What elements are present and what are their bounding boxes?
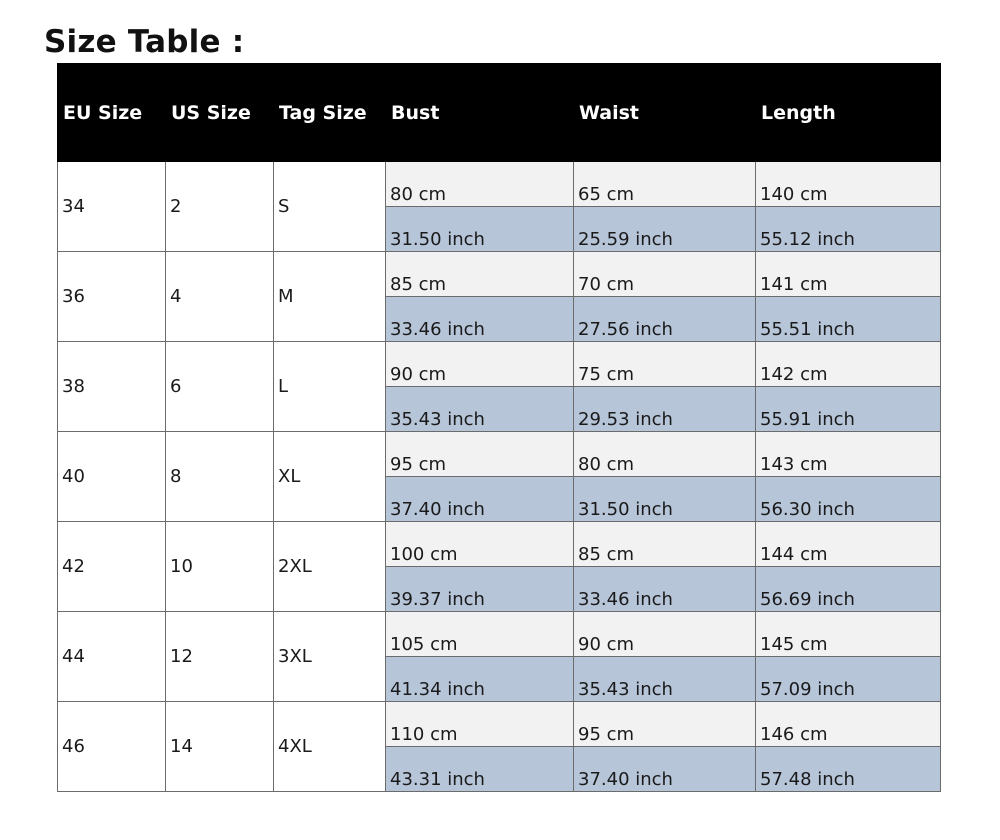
length-cm-cell: 141 cm [756,252,941,297]
eu-size-cell: 36 [58,252,166,342]
bust-cm-cell: 105 cm [386,612,574,657]
header-row [58,64,941,162]
bust-inch-cell: 37.40 inch [386,477,574,522]
us-size-cell: 2 [166,162,274,252]
waist-inch-cell: 37.40 inch [574,747,756,792]
header-waist: Waist [574,64,756,162]
bust-inch-cell: 39.37 inch [386,567,574,612]
waist-inch-cell: 29.53 inch [574,387,756,432]
tag-size-cell: 4XL [274,702,386,792]
eu-size-cell: 40 [58,432,166,522]
bust-inch-cell: 43.31 inch [386,747,574,792]
tag-size-cell: 3XL [274,612,386,702]
bust-cm-cell: 80 cm [386,162,574,207]
length-inch-cell: 55.51 inch [756,297,941,342]
waist-inch-cell: 35.43 inch [574,657,756,702]
size-table [57,63,941,792]
table-row-cm [58,522,941,567]
bust-inch-cell: 31.50 inch [386,207,574,252]
us-size-cell: 6 [166,342,274,432]
tag-size-cell: L [274,342,386,432]
header-length: Length [756,64,941,162]
page-title: Size Table : [44,24,245,60]
table-row-cm [58,342,941,387]
table-row-cm [58,612,941,657]
us-size-cell: 4 [166,252,274,342]
length-cm-cell: 140 cm [756,162,941,207]
waist-cm-cell: 65 cm [574,162,756,207]
waist-cm-cell: 85 cm [574,522,756,567]
waist-cm-cell: 70 cm [574,252,756,297]
waist-cm-cell: 80 cm [574,432,756,477]
length-inch-cell: 56.30 inch [756,477,941,522]
tag-size-cell: S [274,162,386,252]
bust-cm-cell: 90 cm [386,342,574,387]
length-cm-cell: 146 cm [756,702,941,747]
bust-cm-cell: 100 cm [386,522,574,567]
bust-inch-cell: 35.43 inch [386,387,574,432]
bust-inch-cell: 41.34 inch [386,657,574,702]
bust-cm-cell: 95 cm [386,432,574,477]
size-table-header [58,64,941,162]
waist-cm-cell: 95 cm [574,702,756,747]
waist-inch-cell: 31.50 inch [574,477,756,522]
header-bust: Bust [386,64,574,162]
bust-cm-cell: 85 cm [386,252,574,297]
tag-size-cell: M [274,252,386,342]
us-size-cell: 14 [166,702,274,792]
eu-size-cell: 42 [58,522,166,612]
tag-size-cell: 2XL [274,522,386,612]
bust-cm-cell: 110 cm [386,702,574,747]
length-cm-cell: 143 cm [756,432,941,477]
header-eu-size: EU Size [58,64,166,162]
table-row-cm [58,162,941,207]
table-row-cm [58,702,941,747]
length-inch-cell: 56.69 inch [756,567,941,612]
length-cm-cell: 145 cm [756,612,941,657]
header-tag-size: Tag Size [274,64,386,162]
us-size-cell: 8 [166,432,274,522]
length-inch-cell: 57.09 inch [756,657,941,702]
us-size-cell: 10 [166,522,274,612]
length-inch-cell: 55.91 inch [756,387,941,432]
eu-size-cell: 46 [58,702,166,792]
table-row-cm [58,432,941,477]
waist-cm-cell: 75 cm [574,342,756,387]
length-cm-cell: 142 cm [756,342,941,387]
us-size-cell: 12 [166,612,274,702]
waist-inch-cell: 33.46 inch [574,567,756,612]
eu-size-cell: 34 [58,162,166,252]
size-table-body [58,162,941,792]
tag-size-cell: XL [274,432,386,522]
length-inch-cell: 55.12 inch [756,207,941,252]
length-cm-cell: 144 cm [756,522,941,567]
waist-inch-cell: 27.56 inch [574,297,756,342]
table-row-cm [58,252,941,297]
header-us-size: US Size [166,64,274,162]
bust-inch-cell: 33.46 inch [386,297,574,342]
waist-cm-cell: 90 cm [574,612,756,657]
eu-size-cell: 44 [58,612,166,702]
waist-inch-cell: 25.59 inch [574,207,756,252]
length-inch-cell: 57.48 inch [756,747,941,792]
eu-size-cell: 38 [58,342,166,432]
